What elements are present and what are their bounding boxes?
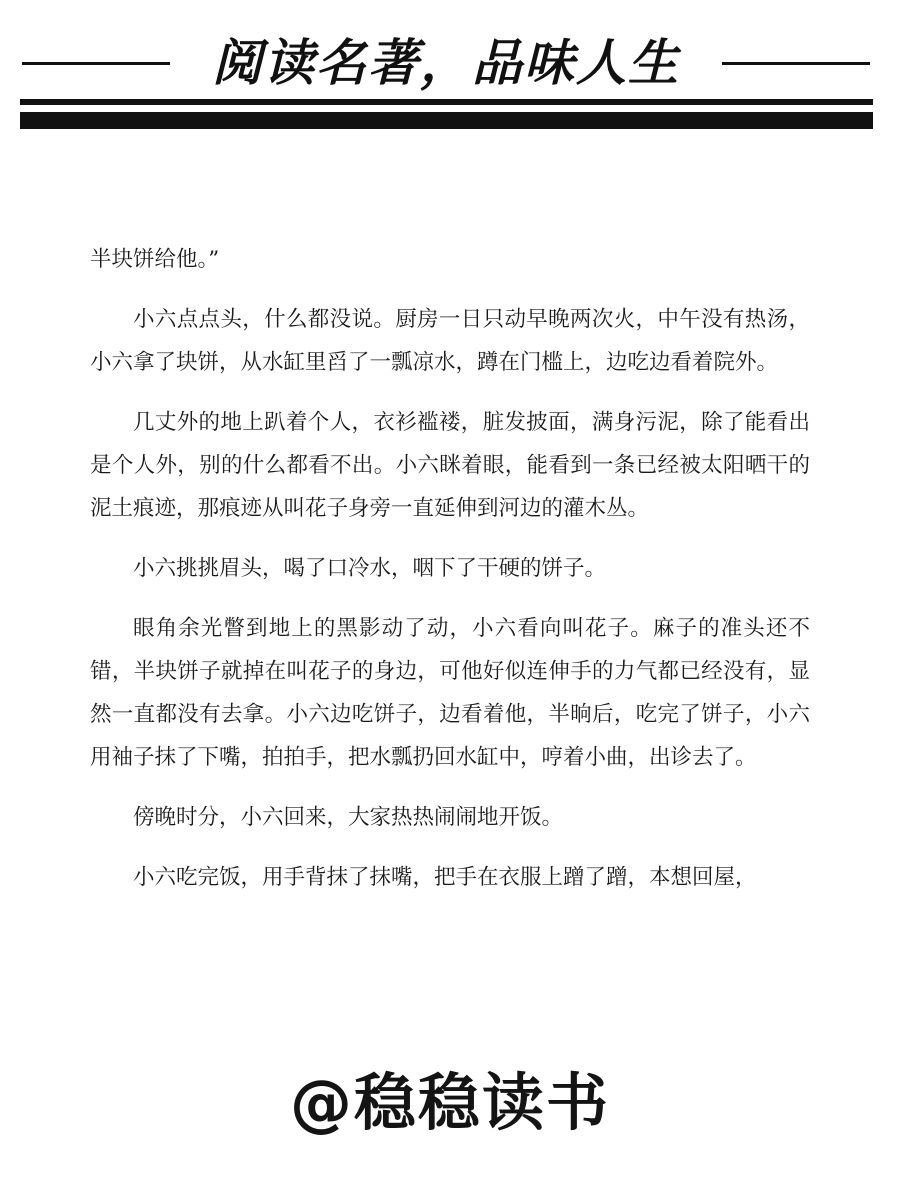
- paragraph: 小六吃完饭，用手背抹了抹嘴，把手在衣服上蹭了蹭，本想回屋，: [133, 865, 757, 890]
- page-header: [0, 0, 900, 140]
- paragraph: 半块饼给他。”: [90, 247, 220, 272]
- header-thick-bar: [20, 112, 873, 129]
- article-body: [90, 238, 810, 916]
- paragraph: 傍晚时分，小六回来，大家热热闹闹地开饭。: [133, 805, 564, 830]
- paragraph: 小六点点头，什么都没说。厨房一日只动早晚两次火，中午没有热汤，小六拿了块饼，从水缸里舀了一瓢凉水，蹲在门槛上，边吃边看着院外。: [90, 307, 810, 375]
- paragraph: 小六挑挑眉头，喝了口冷水，咽下了干硬的饼子。: [133, 556, 607, 581]
- header-left-rule: [22, 62, 170, 65]
- header-title: 阅读名著，品味人生: [212, 34, 680, 92]
- footer-signature: @稳稳读书: [289, 1066, 610, 1139]
- header-thin-bar: [20, 99, 873, 105]
- paragraph: 眼角余光瞥到地上的黑影动了动，小六看向叫花子。麻子的准头还不错，半块饼子就掉在叫花子的身边，可他好似连伸手的力气都已经没有，显然一直都没有去拿。小六边吃饼子，边看着他，半晌后，吃完了饼子，小六用袖子抹了下嘴，拍拍手，把水瓢扔回水缸中，哼着小曲，出诊去了。: [90, 616, 810, 770]
- header-right-rule: [722, 62, 870, 65]
- paragraph: 几丈外的地上趴着个人，衣衫褴褛，脏发披面，满身污泥，除了能看出是个人外，别的什么都看不出。小六眯着眼，能看到一条已经被太阳晒干的泥土痕迹，那痕迹从叫花子身旁一直延伸到河边的灌木丛。: [90, 410, 810, 521]
